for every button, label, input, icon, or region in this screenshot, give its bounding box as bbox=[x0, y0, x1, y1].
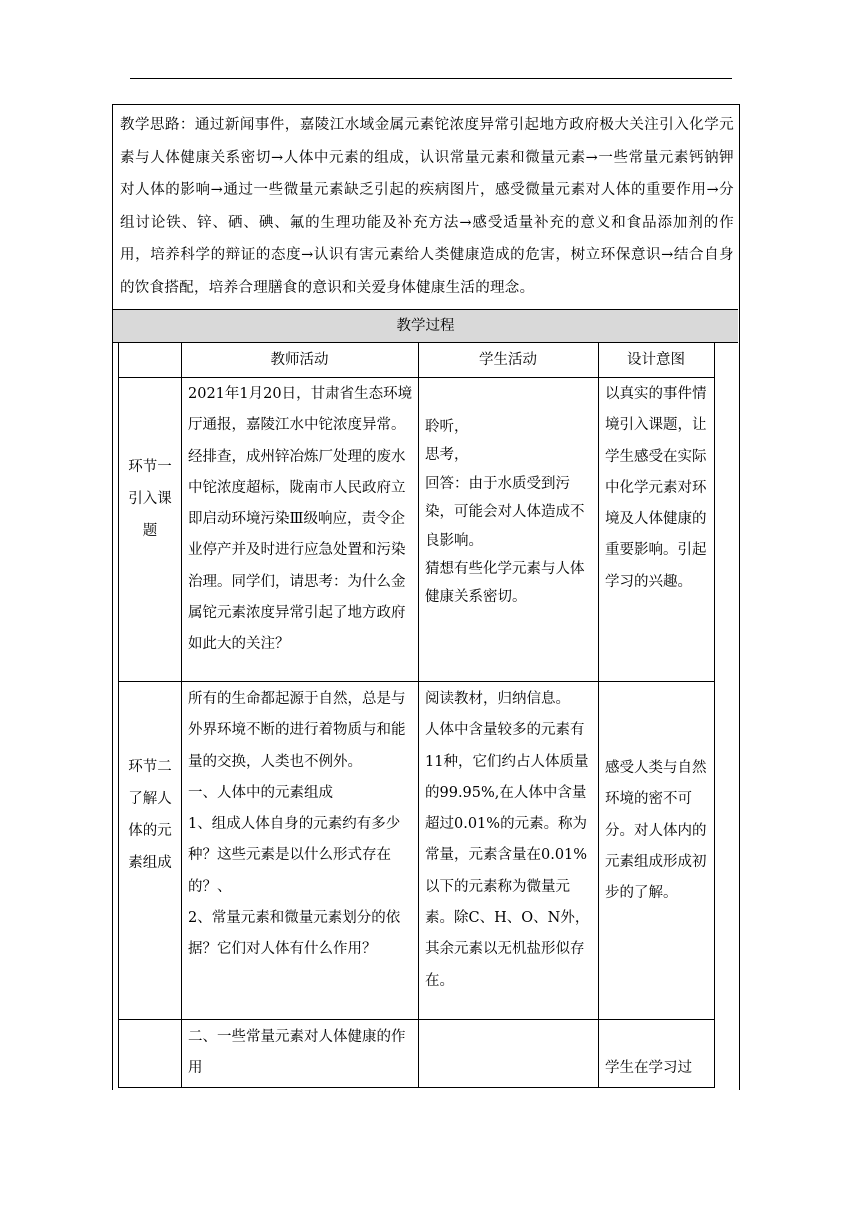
col-line bbox=[418, 343, 419, 1088]
student-activity: 阅读教材，归纳信息。 人体中含量较多的元素有11种，它们约占人体质量的99.95%,在人体中含量超过0.01%的元素。称为常量，元素含量在0.01%以下的元素称为微量元素。除C、H、O、N外，其余元素以无机盐形似存在。 bbox=[425, 691, 590, 989]
teaching-thinking: 教学思路：通过新闻事件，嘉陵江水域金属元素铊浓度异常引起地方政府极大关注引入化学元素与人体健康关系密切→人体中元素的组成，认识常量元素和微量元素→一些常量元素钙钠钾对人体的影响→通过一些微量元素缺乏引起的疾病图片，感受微量元素对人体的重要作用→分组讨论铁、锌、硒、碘、氟的生理功能及补充方法→感受适量补充的意义和食品添加剂的作用，培养科学的辩证的态度→认识有害元素给人类健康造成的危害，树立环保意识→结合自身的饮食搭配，培养合理膳食的意识和关爱身体健康生活的理念。 bbox=[120, 117, 734, 296]
design-intent: 感受人类与自然环境的密不可分。对人体内的元素组成形成初步的了解。 bbox=[605, 760, 707, 902]
col-line bbox=[714, 343, 715, 1088]
design-intent: 以真实的事件情境引入课题，让学生感受在实际中化学元素对环境及人体健康的重要影响。引起学习的兴趣。 bbox=[605, 386, 707, 590]
header-teacher: 教师活动 bbox=[270, 352, 329, 368]
row-line bbox=[118, 377, 715, 378]
teacher-activity: 2021年1月20日，甘肃省生态环境厅通报，嘉陵江水中铊浓度异常。经排查，成州锌冶炼厂处理的废水中铊浓度超标，陇南市人民政府立即启动环境污染Ⅲ级响应，责令企业停产并及时进行应急处置和污染治理。同学们，请思考：为什么金属铊元素浓度异常引起了地方政府如此大的关注？ bbox=[188, 386, 413, 653]
student-activity: 聆听， 思考， 回答：由于水质受到污染，可能会对人体造成不良影响。 猜想有些化学元素与人体健康关系密切。 bbox=[425, 419, 585, 606]
design-intent: 学生在学习过 bbox=[605, 1060, 692, 1076]
col-line bbox=[598, 343, 599, 1088]
row-line bbox=[118, 1087, 715, 1088]
row-line bbox=[118, 1019, 715, 1020]
col-line bbox=[181, 343, 182, 1088]
stage-label: 环节二 了解人 体的元 素组成 bbox=[128, 759, 172, 871]
teacher-activity: 所有的生命都起源于自然，总是与外界环境不断的进行着物质与和能量的交换，人类也不例外。 一、人体中的元素组成 1、组成人体自身的元素约有多少种？这些元素是以什么形式存在的？、 2、常量元素和微量元素划分的依据？它们对人体有什么作用？ bbox=[188, 691, 406, 958]
header-rule bbox=[130, 78, 732, 79]
process-table bbox=[118, 343, 715, 1088]
row-line bbox=[118, 681, 715, 682]
process-title: 教学过程 bbox=[113, 309, 738, 343]
teacher-activity: 二、一些常量元素对人体健康的作用 bbox=[188, 1029, 406, 1077]
col-line bbox=[118, 343, 119, 1088]
header-student: 学生活动 bbox=[479, 352, 537, 368]
stage-label: 环节一 引入课 题 bbox=[128, 459, 172, 539]
header-intent: 设计意图 bbox=[627, 352, 685, 368]
